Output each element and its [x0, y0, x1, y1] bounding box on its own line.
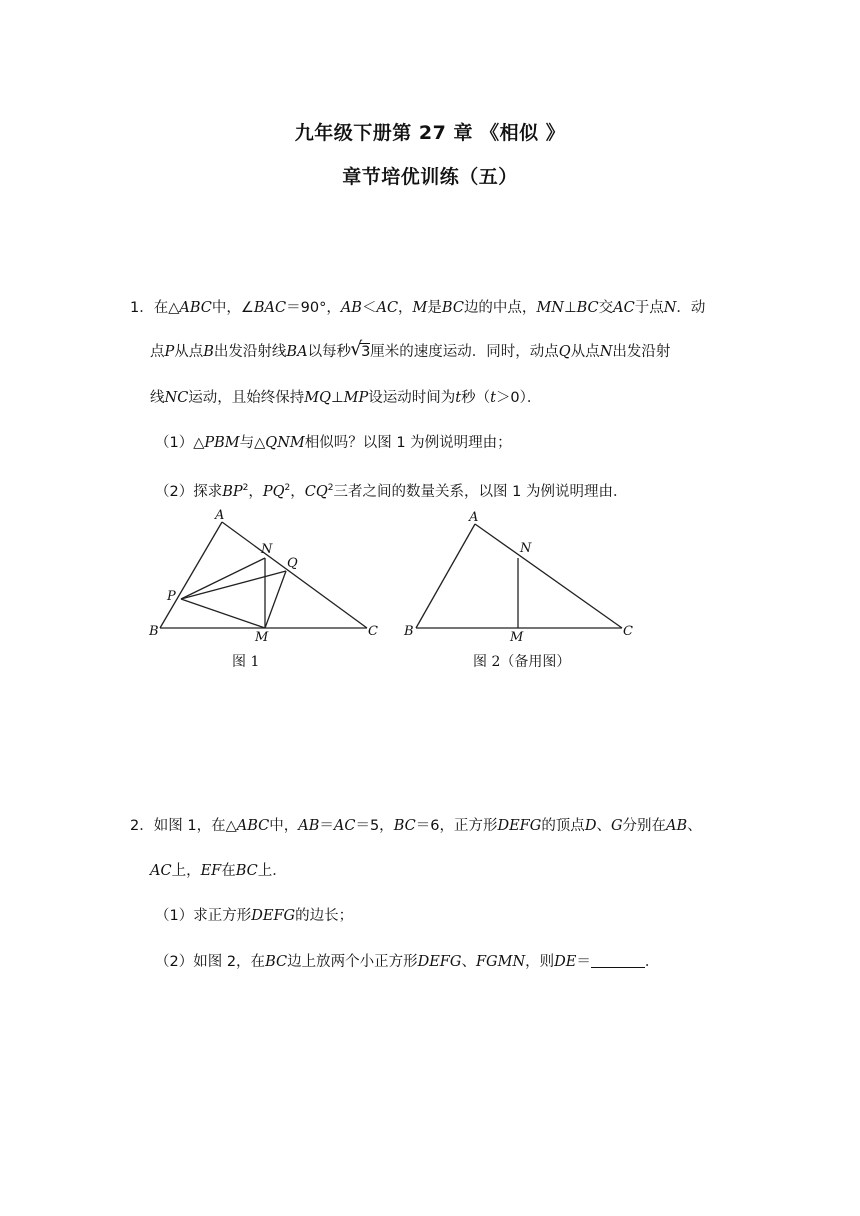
- fig1-label-p: P: [167, 589, 176, 604]
- fig1-label-b: B: [149, 624, 159, 639]
- q1-sub1: （1）△PBM与△QNM相似吗？以图 1 为例说明理由；: [155, 435, 512, 451]
- q2-sub1: （1）求正方形DEFG的边长；: [155, 908, 354, 924]
- fig1-segment-mq: [265, 571, 286, 628]
- q2-sub2: （2）如图 2，在BC边上放两个小正方形DEFG、FGMN，则DE＝ ．: [155, 954, 660, 970]
- q1-line1: 1．在△ABC中，∠BAC＝90°，AB＜AC，M是BC边的中点，MN⊥BC交AC于点N．动: [130, 300, 706, 316]
- figure-1: [145, 505, 385, 645]
- fig1-segment-pm: [181, 599, 265, 628]
- fig1-side-ba: [160, 522, 222, 628]
- fig2-side-ba: [416, 524, 475, 628]
- q2-line1: 2．如图 1，在△ABC中，AB＝AC＝5，BC＝6，正方形DEFG的顶点D、G分别在AB、: [130, 818, 702, 834]
- page-title-line1: 九年级下册第 27 章 《相似 》: [294, 122, 566, 144]
- fig1-segment-pq: [181, 571, 286, 599]
- fig1-label-n: N: [261, 542, 273, 557]
- answer-blank[interactable]: [591, 953, 645, 968]
- fig2-label-c: C: [623, 624, 633, 639]
- fig2-label-b: B: [404, 624, 414, 639]
- fig1-segment-pn: [181, 558, 265, 599]
- fig2-side-ac: [475, 524, 622, 628]
- q1-sub2: （2）探求$BP^2$，$PQ^2$，$CQ^2$三者之间的数量关系，以图 1 为例说明理由．: [155, 483, 628, 500]
- fig1-label-a: A: [215, 508, 225, 523]
- q1-line2: 点P从点B出发沿射线BA以每秒√ 3厘米的速度运动．同时，动点Q从点N出发沿射: [150, 342, 670, 362]
- figure-1-caption: 图 1: [232, 654, 260, 670]
- sqrt-symbol: √ 3: [351, 342, 370, 362]
- fig1-label-m: M: [255, 630, 269, 645]
- fig1-side-ac: [222, 522, 367, 628]
- figure-2-caption: 图 2（备用图）: [473, 654, 571, 670]
- fig2-label-n: N: [520, 541, 532, 556]
- fig1-label-q: Q: [287, 556, 298, 571]
- fig1-label-c: C: [368, 624, 378, 639]
- q2-line2: AC上，EF在BC上．: [150, 863, 287, 879]
- fig2-label-m: M: [510, 630, 524, 645]
- q1-line3: 线NC运动，且始终保持MQ⊥MP设运动时间为t秒（t＞0）．: [150, 390, 542, 406]
- fig2-label-a: A: [469, 510, 479, 525]
- figure-2: [400, 505, 640, 645]
- page-title-line2: 章节培优训练（五）: [342, 166, 518, 188]
